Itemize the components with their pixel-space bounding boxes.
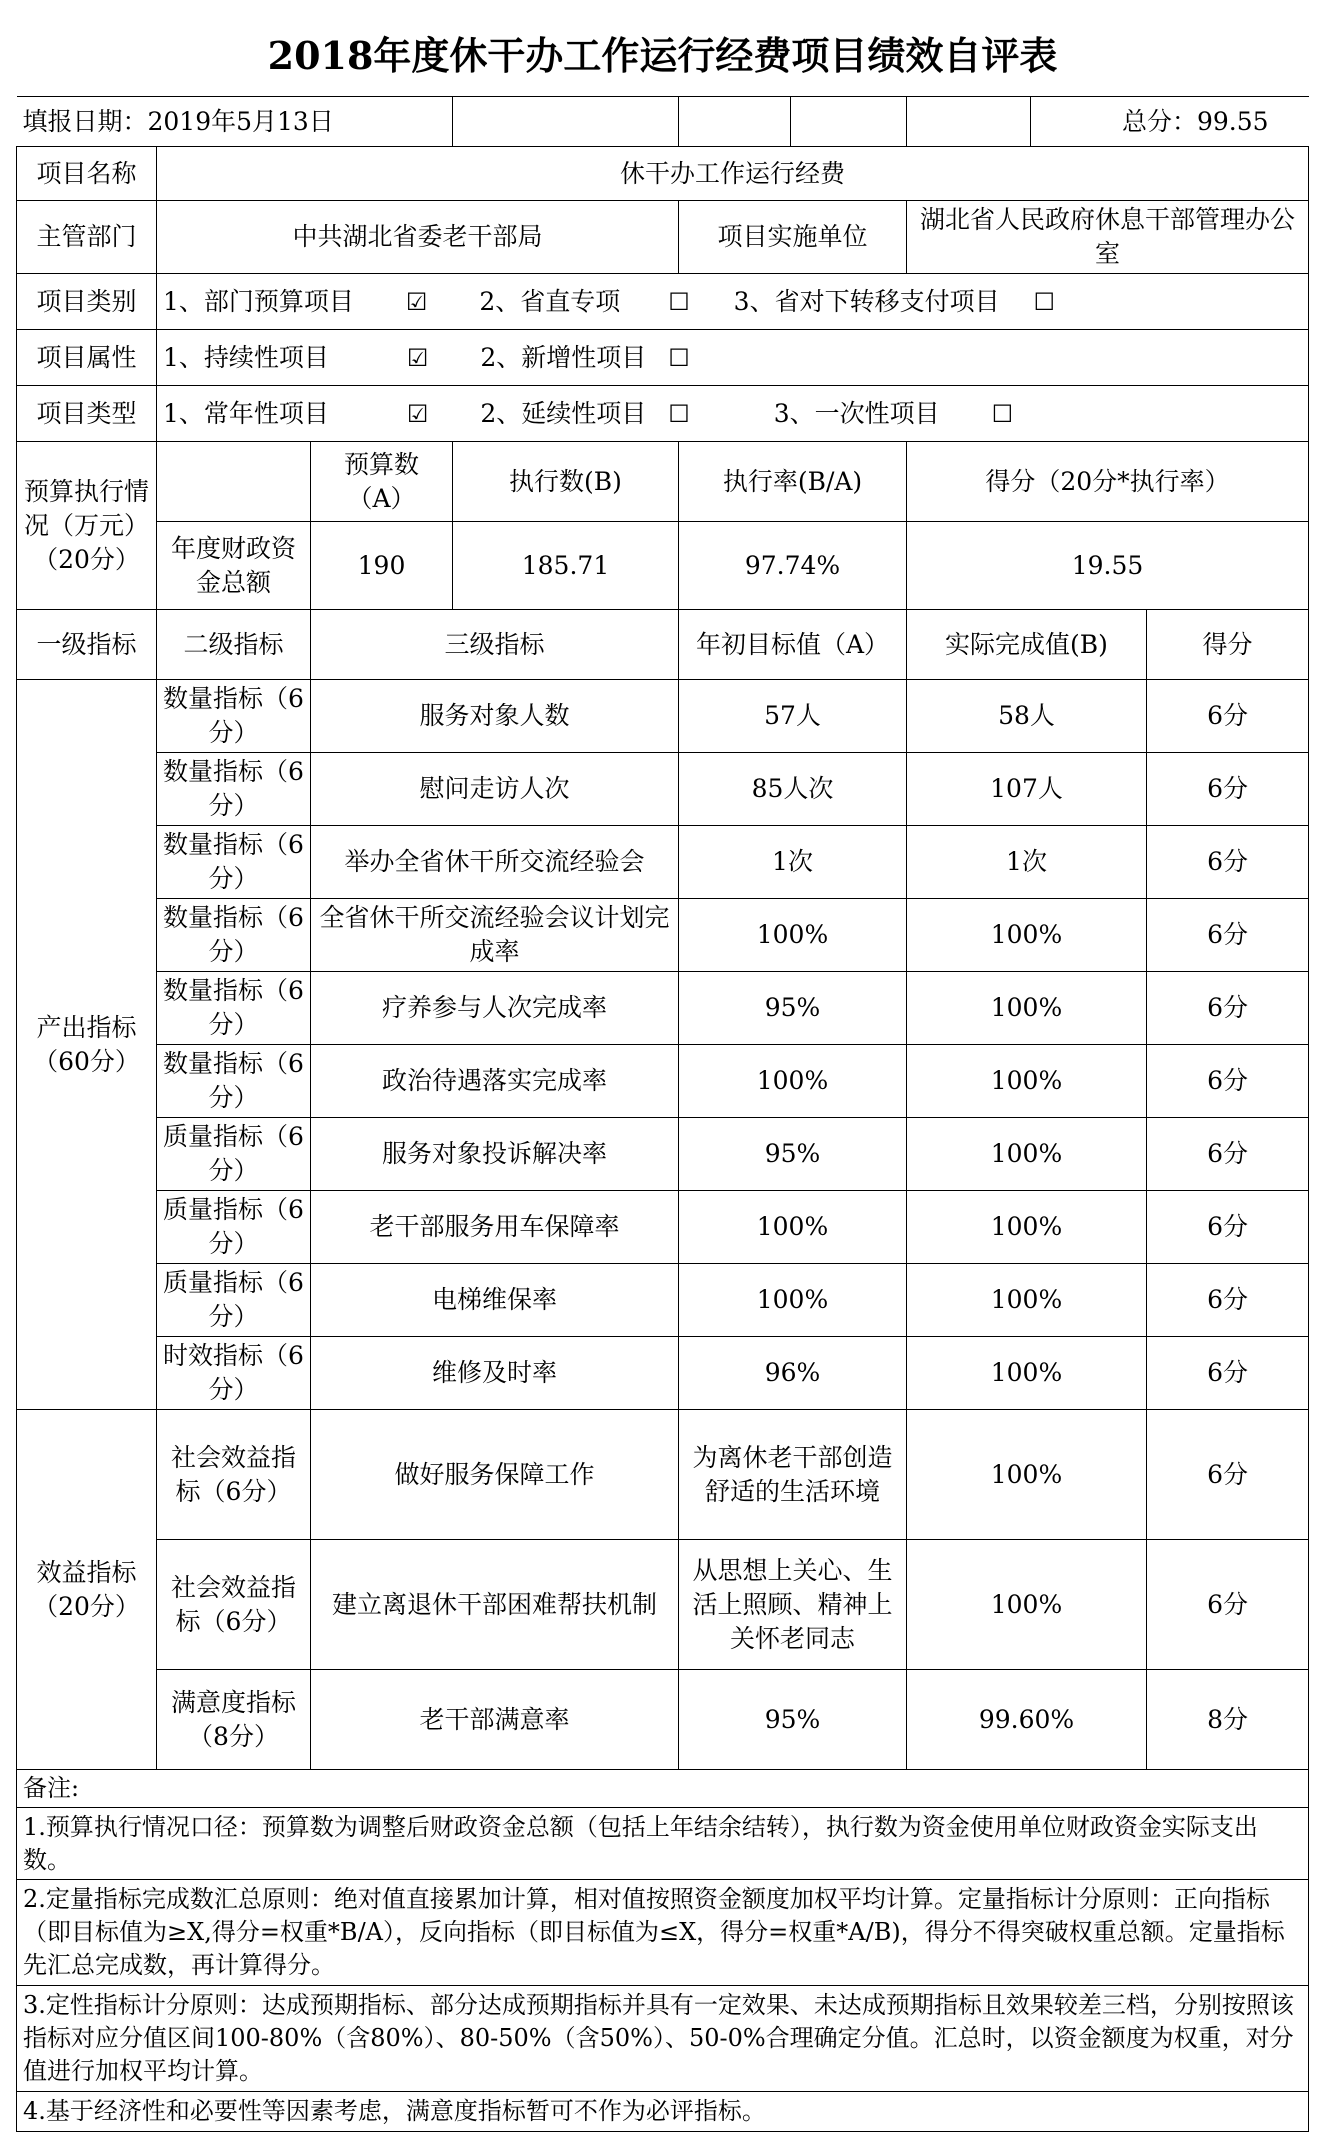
exec-value: 185.71 bbox=[453, 522, 679, 610]
table-row bbox=[17, 899, 1309, 972]
actual-cell: 100% bbox=[907, 1118, 1147, 1191]
table-row bbox=[17, 1045, 1309, 1118]
l3-cell: 维修及时率 bbox=[311, 1337, 679, 1410]
target-cell: 从思想上关心、生活上照顾、精神上关怀老同志 bbox=[679, 1540, 907, 1670]
l3-header: 三级指标 bbox=[311, 610, 679, 680]
attribute-options bbox=[157, 330, 1309, 386]
l2-cell: 时效指标（6分） bbox=[157, 1337, 311, 1410]
score-cell: 6分 bbox=[1147, 826, 1309, 899]
table-row bbox=[17, 1191, 1309, 1264]
l3-cell: 做好服务保障工作 bbox=[311, 1410, 679, 1540]
score-cell: 6分 bbox=[1147, 1410, 1309, 1540]
l2-cell: 数量指标（6分） bbox=[157, 826, 311, 899]
rate-value: 97.74% bbox=[679, 522, 907, 610]
l1-header: 一级指标 bbox=[17, 610, 157, 680]
checkbox-empty-icon[interactable]: ☐ bbox=[1033, 287, 1056, 316]
blank-cell bbox=[907, 97, 1031, 147]
fill-date: 填报日期：2019年5月13日 bbox=[17, 97, 453, 147]
l2-cell: 数量指标（6分） bbox=[157, 899, 311, 972]
type-options bbox=[157, 386, 1309, 442]
score-value: 19.55 bbox=[907, 522, 1309, 610]
checkbox-checked-icon[interactable]: ☑ bbox=[406, 399, 429, 428]
budget-value: 190 bbox=[311, 522, 453, 610]
checkbox-empty-icon[interactable]: ☐ bbox=[668, 399, 690, 428]
actual-header: 实际完成值(B) bbox=[907, 610, 1147, 680]
actual-cell: 100% bbox=[907, 1264, 1147, 1337]
table-row bbox=[17, 680, 1309, 753]
l2-cell: 质量指标（6分） bbox=[157, 1264, 311, 1337]
score-cell: 6分 bbox=[1147, 972, 1309, 1045]
dept-value: 中共湖北省委老干部局 bbox=[157, 201, 679, 274]
actual-cell: 100% bbox=[907, 1337, 1147, 1410]
score-cell: 6分 bbox=[1147, 1118, 1309, 1191]
target-cell: 57人 bbox=[679, 680, 907, 753]
target-cell: 100% bbox=[679, 1264, 907, 1337]
type-opt2: 2、延续性项目 bbox=[480, 398, 647, 428]
output-label: 产出指标（60分） bbox=[17, 680, 157, 1410]
score-cell: 8分 bbox=[1147, 1670, 1309, 1770]
evaluation-sheet bbox=[16, 16, 1308, 2132]
actual-cell: 1次 bbox=[907, 826, 1147, 899]
score-cell: 6分 bbox=[1147, 899, 1309, 972]
category-opt2: 2、省直专项 bbox=[479, 286, 621, 316]
l3-cell: 疗养参与人次完成率 bbox=[311, 972, 679, 1045]
category-opt1: 1、部门预算项目 bbox=[163, 286, 354, 316]
table-row bbox=[17, 826, 1309, 899]
actual-cell: 58人 bbox=[907, 680, 1147, 753]
target-header: 年初目标值（A） bbox=[679, 610, 907, 680]
actual-cell: 99.60% bbox=[907, 1670, 1147, 1770]
budget-label: 预算执行情况（万元）（20分） bbox=[17, 442, 157, 610]
attribute-label: 项目属性 bbox=[17, 330, 157, 386]
l2-cell: 社会效益指标（6分） bbox=[157, 1410, 311, 1540]
l2-cell: 质量指标（6分） bbox=[157, 1191, 311, 1264]
blank-cell bbox=[679, 97, 791, 147]
blank-cell bbox=[791, 97, 907, 147]
type-opt1: 1、常年性项目 bbox=[163, 398, 329, 428]
l2-cell: 数量指标（6分） bbox=[157, 753, 311, 826]
l3-cell: 建立离退休干部困难帮扶机制 bbox=[311, 1540, 679, 1670]
table-row bbox=[17, 1264, 1309, 1337]
target-cell: 100% bbox=[679, 899, 907, 972]
checkbox-checked-icon[interactable]: ☑ bbox=[406, 343, 429, 372]
score-cell: 6分 bbox=[1147, 1264, 1309, 1337]
actual-cell: 100% bbox=[907, 1410, 1147, 1540]
l3-cell: 电梯维保率 bbox=[311, 1264, 679, 1337]
l3-cell: 服务对象投诉解决率 bbox=[311, 1118, 679, 1191]
target-cell: 95% bbox=[679, 1670, 907, 1770]
l3-cell: 老干部满意率 bbox=[311, 1670, 679, 1770]
checkbox-empty-icon[interactable]: ☐ bbox=[668, 287, 690, 316]
l3-cell: 政治待遇落实完成率 bbox=[311, 1045, 679, 1118]
attribute-opt2: 2、新增性项目 bbox=[480, 342, 647, 372]
score-cell: 6分 bbox=[1147, 753, 1309, 826]
type-label: 项目类型 bbox=[17, 386, 157, 442]
l2-cell: 质量指标（6分） bbox=[157, 1118, 311, 1191]
l3-cell: 慰问走访人次 bbox=[311, 753, 679, 826]
table-row bbox=[17, 1410, 1309, 1540]
target-cell: 85人次 bbox=[679, 753, 907, 826]
l2-cell: 数量指标（6分） bbox=[157, 972, 311, 1045]
category-options bbox=[157, 274, 1309, 330]
table-row bbox=[17, 1670, 1309, 1770]
budget-row-label: 年度财政资金总额 bbox=[157, 522, 311, 610]
target-cell: 95% bbox=[679, 972, 907, 1045]
checkbox-empty-icon[interactable]: ☐ bbox=[991, 399, 1014, 428]
actual-cell: 100% bbox=[907, 1540, 1147, 1670]
l3-cell: 举办全省休干所交流经验会 bbox=[311, 826, 679, 899]
table-row bbox=[17, 753, 1309, 826]
score-cell: 6分 bbox=[1147, 1045, 1309, 1118]
note-2: 2.定量指标完成数汇总原则：绝对值直接累加计算，相对值按照资金额度加权平均计算。定量指标计分原则：正向指标（即目标值为≥X,得分=权重*B/A），反向指标（即目标值为≤X，得分=权重*A/B)，得分不得突破权重总额。定量指标先汇总完成数，再计算得分。 bbox=[17, 1880, 1309, 1986]
l2-cell: 满意度指标（8分） bbox=[157, 1670, 311, 1770]
rate-header: 执行率(B/A) bbox=[679, 442, 907, 522]
checkbox-checked-icon[interactable]: ☑ bbox=[405, 287, 428, 316]
target-cell: 为离休老干部创造舒适的生活环境 bbox=[679, 1410, 907, 1540]
benefit-label: 效益指标（20分） bbox=[17, 1410, 157, 1770]
note-1: 1.预算执行情况口径：预算数为调整后财政资金总额（包括上年结余结转），执行数为资金使用单位财政资金实际支出数。 bbox=[17, 1808, 1309, 1880]
l2-cell: 数量指标（6分） bbox=[157, 1045, 311, 1118]
project-name: 休干办工作运行经费 bbox=[157, 147, 1309, 201]
notes-header: 备注: bbox=[17, 1770, 1309, 1808]
table-row bbox=[17, 1337, 1309, 1410]
target-cell: 95% bbox=[679, 1118, 907, 1191]
checkbox-empty-icon[interactable]: ☐ bbox=[668, 343, 690, 372]
type-opt3: 3、一次性项目 bbox=[773, 398, 940, 428]
l2-header: 二级指标 bbox=[157, 610, 311, 680]
table-row bbox=[17, 1540, 1309, 1670]
score-cell: 6分 bbox=[1147, 1337, 1309, 1410]
score-cell: 6分 bbox=[1147, 680, 1309, 753]
l3-cell: 服务对象人数 bbox=[311, 680, 679, 753]
impl-value: 湖北省人民政府休息干部管理办公室 bbox=[907, 201, 1309, 274]
target-cell: 100% bbox=[679, 1191, 907, 1264]
l3-cell: 老干部服务用车保障率 bbox=[311, 1191, 679, 1264]
actual-cell: 107人 bbox=[907, 753, 1147, 826]
dept-label: 主管部门 bbox=[17, 201, 157, 274]
l2-cell: 社会效益指标（6分） bbox=[157, 1540, 311, 1670]
actual-cell: 100% bbox=[907, 899, 1147, 972]
table-row bbox=[17, 1118, 1309, 1191]
score-header: 得分 bbox=[1147, 610, 1309, 680]
project-name-label: 项目名称 bbox=[17, 147, 157, 201]
attribute-opt1: 1、持续性项目 bbox=[163, 342, 329, 372]
score-cell: 6分 bbox=[1147, 1191, 1309, 1264]
total-score: 总分：99.55 bbox=[1031, 97, 1309, 147]
sheet-title: 2018年度休干办工作运行经费项目绩效自评表 bbox=[17, 16, 1309, 97]
target-cell: 1次 bbox=[679, 826, 907, 899]
blank-cell bbox=[453, 97, 679, 147]
l3-cell: 全省休干所交流经验会议计划完成率 bbox=[311, 899, 679, 972]
l2-cell: 数量指标（6分） bbox=[157, 680, 311, 753]
actual-cell: 100% bbox=[907, 1191, 1147, 1264]
category-label: 项目类别 bbox=[17, 274, 157, 330]
blank-cell bbox=[157, 442, 311, 522]
actual-cell: 100% bbox=[907, 972, 1147, 1045]
note-4: 4.基于经济性和必要性等因素考虑，满意度指标暂可不作为必评指标。 bbox=[17, 2092, 1309, 2132]
target-cell: 100% bbox=[679, 1045, 907, 1118]
actual-cell: 100% bbox=[907, 1045, 1147, 1118]
budget-header: 预算数（A） bbox=[311, 442, 453, 522]
evaluation-table bbox=[16, 16, 1309, 2132]
exec-header: 执行数(B) bbox=[453, 442, 679, 522]
table-row bbox=[17, 972, 1309, 1045]
score-header: 得分（20分*执行率） bbox=[907, 442, 1309, 522]
impl-label: 项目实施单位 bbox=[679, 201, 907, 274]
note-3: 3.定性指标计分原则：达成预期指标、部分达成预期指标并具有一定效果、未达成预期指标且效果较差三档，分别按照该指标对应分值区间100-80%（含80%）、80-50%（含50%）、50-0%合理确定分值。汇总时，以资金额度为权重，对分值进行加权平均计算。 bbox=[17, 1986, 1309, 2092]
target-cell: 96% bbox=[679, 1337, 907, 1410]
score-cell: 6分 bbox=[1147, 1540, 1309, 1670]
category-opt3: 3、省对下转移支付项目 bbox=[733, 286, 1000, 316]
